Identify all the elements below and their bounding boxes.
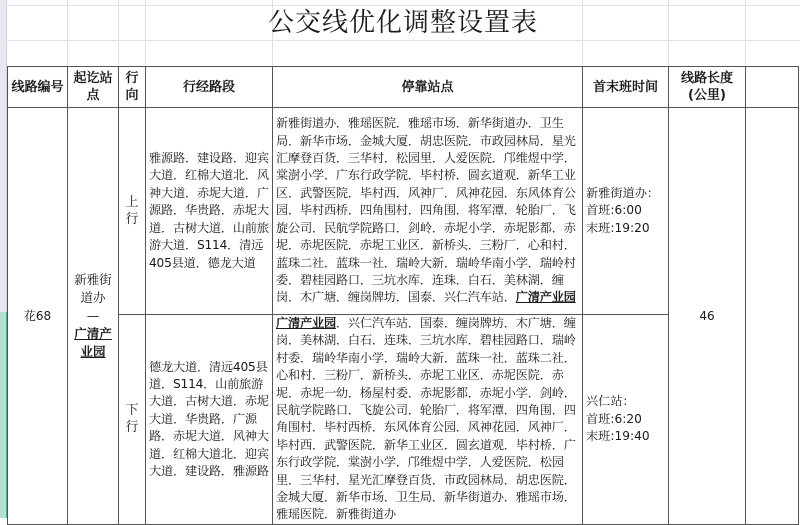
terminal-separator: — [86, 307, 100, 323]
route-number-cell [8, 108, 68, 525]
page-title: 公交线优化调整设置表 [267, 8, 538, 38]
route-table [7, 66, 799, 525]
schedule-down-first: 首班:6:20 [586, 411, 642, 426]
direction-down [119, 315, 146, 525]
stops-down [273, 315, 583, 525]
header-stops: 停靠站点 [273, 67, 583, 108]
schedule-up-station: 新雅街道办： [586, 185, 660, 200]
terminals-cell [68, 108, 119, 525]
header-road-sections: 行经路段 [146, 67, 273, 108]
route-length: 46 [699, 308, 715, 323]
schedule-up-last: 末班:19:20 [586, 220, 650, 235]
header-length-line2: (公里) [688, 88, 726, 103]
schedule-down-station: 兴仁站： [586, 394, 635, 409]
schedule-down-last: 末班:19:40 [586, 429, 650, 444]
schedule-up-first: 首班:6:00 [586, 203, 642, 218]
header-length [669, 67, 746, 108]
header-route-no: 线路编号 [8, 67, 68, 108]
route-length-cell [669, 108, 746, 525]
schedule-down [583, 315, 669, 525]
schedule-up [583, 108, 669, 315]
terminal-start: 新雅街道办 [74, 271, 112, 305]
road-sections-down: 德龙大道．清远405县道．S114．山前旅游大道．古树大道．赤坭大道．华贵路．广源路．赤坭大道．风神大道．红棉大道北．迎宾大道．建设路．雅源路 [146, 315, 273, 525]
stops-up [273, 108, 583, 315]
header-row [8, 67, 799, 108]
direction-up [119, 108, 146, 315]
table-row-up [8, 108, 799, 315]
gridline [6, 40, 800, 41]
road-sections-up: 雅源路．建设路．迎宾大道．红棉大道北．风神大道．赤坭大道．广源路．华贵路．赤坭大道．古树大道．山前旅游大道．S114．清远405县道．德龙大道 [146, 108, 273, 315]
row-header-selected [0, 312, 7, 518]
header-direction: 行向 [119, 67, 146, 108]
direction-down-label: 下行 [125, 403, 139, 436]
route-number: 花68 [23, 309, 52, 324]
header-extra [746, 67, 799, 108]
stops-down-origin: 广清产业园 [276, 316, 336, 330]
header-terminals: 起讫站点 [68, 67, 119, 108]
stops-up-terminal: 广清产业园 [515, 290, 576, 305]
stops-down-list: ．兴仁汽车站．国泰．缠岗牌坊．木广塘．缠岗．美林湖．白石．连珠．三坑水库．碧桂园路口．瑞岭村委．瑞岭华南小学．瑞岭大新．蓝珠一社．蓝珠二社．心和村．三粉厂．新桥头．赤坭工业区．赤坭医院．赤坭．赤坭一幼．杨屋村委．赤坭影都．赤坭小学．剑岭．民航学院路口．飞旋公司．轮胎厂．将军潭．四角围．四角围村．毕村西桥．东风体育公园．风神花园．风神厂．毕村西．武警医院．新华工业区．圆玄道观．毕村桥．广东行政学院．棠澍小学．邝维煜中学．人爱医院．松园里．三华村．星光汇摩登百货．市政园林局．胡忠医院．金城大厦．新华市场．卫生局．新华街道办．雅瑶市场．雅瑶医院．新雅街道办 [276, 316, 576, 522]
extra-cell [746, 108, 799, 525]
direction-up-label: 上行 [125, 195, 139, 227]
stops-up-list: 新雅街道办．雅瑶医院．雅瑶市场．新华街道办．卫生局．新华市场．金城大厦．胡忠医院．市政园林局．星光汇摩登百货．三华村．松园里．人爱医院．邝维煜中学．棠澍小学．广东行政学院．毕村桥．圆玄道观．新华工业区．武警医院．毕村西．风神厂．风神花园．东风体育公园．毕村西桥．四角围村．四角围．将军潭．轮胎厂．飞旋公司．民航学院路口．剑岭．赤坭小学．赤坭影都．赤坭．赤坭医院．赤坭工业区．新桥头．三粉厂．心和村．蓝珠二社．蓝珠一社．瑞岭大新．瑞岭华南小学．瑞岭村委．碧桂园路口．三坑水库．连珠．白石．美林湖．缠岗．木广塘．缠岗牌坊．国泰．兴仁汽车站． [276, 116, 576, 305]
header-schedule: 首末班时间 [583, 67, 669, 108]
header-length-line1: 线路长度 [680, 71, 733, 86]
terminal-end: 广清产业园 [74, 325, 112, 359]
